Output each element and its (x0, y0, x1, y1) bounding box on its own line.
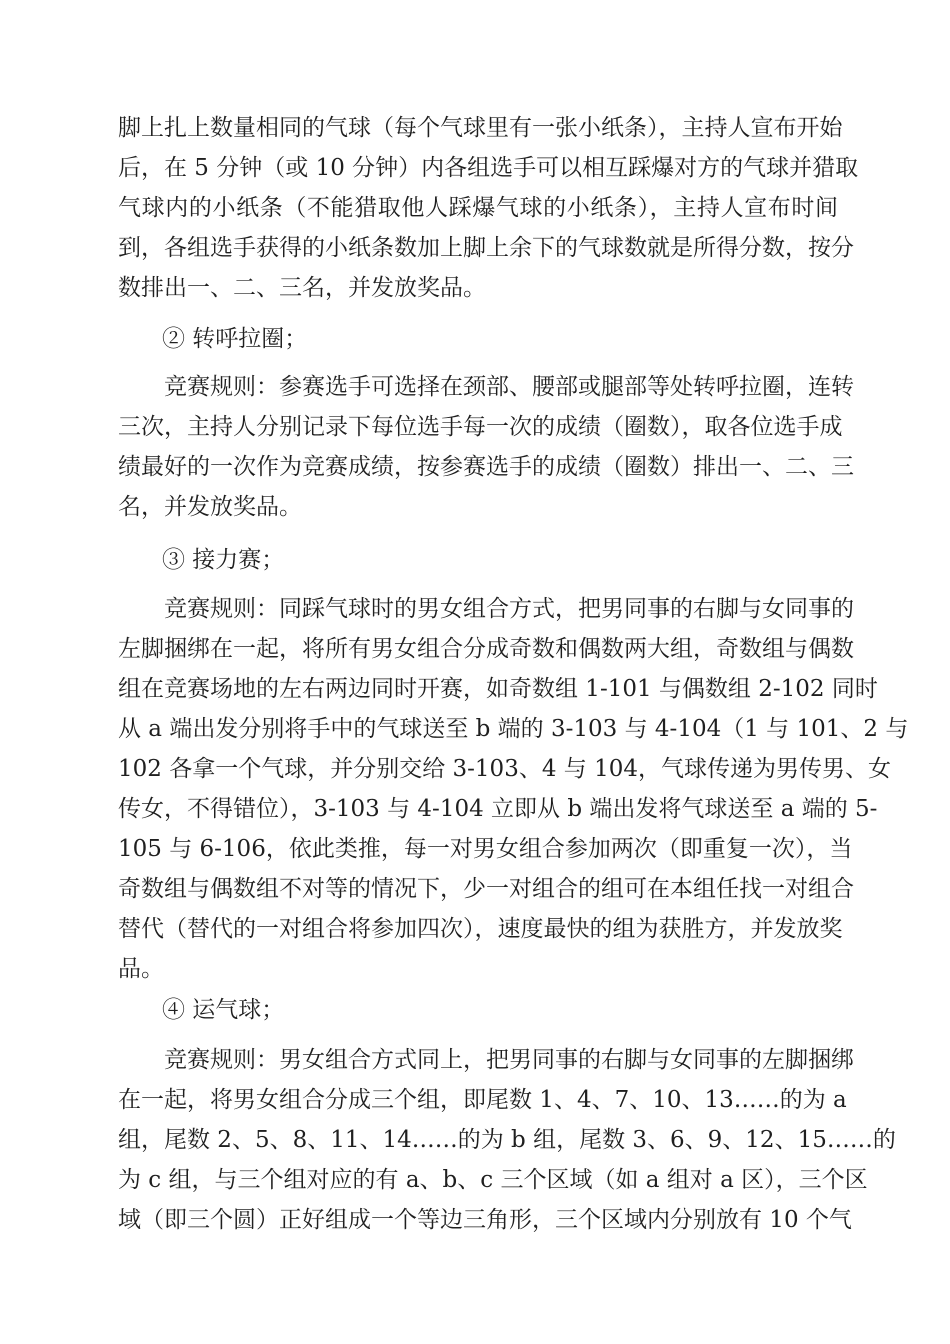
text-line: 组在竞赛场地的左右两边同时开赛，如奇数组 1-101 与偶数组 2-102 同时 (118, 676, 878, 702)
text-line: 奇数组与偶数组不对等的情况下，少一对组合的组可在本组任找一对组合 (118, 876, 854, 902)
text-line: 脚上扎上数量相同的气球（每个气球里有一张小纸条），主持人宣布开始 (118, 115, 843, 141)
text-line: 组，尾数 2、5、8、11、14……的为 b 组，尾数 3、6、9、12、15……的 (118, 1127, 896, 1153)
text-line: 三次，主持人分别记录下每位选手每一次的成绩（圈数），取各位选手成 (118, 414, 843, 440)
section-heading-carry-balloon (162, 990, 882, 1030)
text-line: 气球内的小纸条（不能猎取他人踩爆气球的小纸条），主持人宣布时间 (118, 195, 838, 221)
text-line: 域（即三个圆）正好组成一个等边三角形，三个区域内分别放有 10 个气 (118, 1207, 852, 1233)
text-line: 到，各组选手获得的小纸条数加上脚上余下的气球数就是所得分数，按分 (118, 235, 854, 261)
text-line: 绩最好的一次作为竞赛成绩，按参赛选手的成绩（圈数）排出一、二、三 (118, 454, 854, 480)
heading-text: ② 转呼拉圈； (162, 326, 308, 352)
text-line: 竞赛规则：参赛选手可选择在颈部、腰部或腿部等处转呼拉圈，连转 (118, 374, 854, 400)
paragraph-relay-rules (118, 589, 909, 989)
heading-text: ③ 接力赛； (162, 547, 285, 573)
paragraph-hula-hoop-rules (118, 367, 854, 527)
text-line: 竞赛规则：男女组合方式同上，把男同事的右脚与女同事的左脚捆绑 (118, 1047, 854, 1073)
section-heading-hula-hoop (162, 319, 882, 359)
text-line: 竞赛规则：同踩气球时的男女组合方式，把男同事的右脚与女同事的 (118, 596, 854, 622)
section-heading-relay (162, 540, 882, 580)
text-line: 品。 (118, 956, 164, 982)
text-line: 后，在 5 分钟（或 10 分钟）内各组选手可以相互踩爆对方的气球并猎取 (118, 155, 859, 181)
text-line: 左脚捆绑在一起，将所有男女组合分成奇数和偶数两大组，奇数组与偶数 (118, 636, 854, 662)
heading-text: ④ 运气球； (162, 997, 285, 1023)
text-line: 105 与 6-106，依此类推，每一对男女组合参加两次（即重复一次），当 (118, 836, 853, 862)
paragraph-balloon-rules (118, 108, 859, 308)
text-line: 传女，不得错位），3-103 与 4-104 立即从 b 端出发将气球送至 a 端的 5- (118, 796, 878, 822)
text-line: 从 a 端出发分别将手中的气球送至 b 端的 3-103 与 4-104（1 与 101、2 与 (118, 716, 909, 742)
text-line: 名，并发放奖品。 (118, 494, 302, 520)
text-line: 为 c 组，与三个组对应的有 a、b、c 三个区域（如 a 组对 a 区），三个区 (118, 1167, 868, 1193)
text-line: 102 各拿一个气球，并分别交给 3-103、4 与 104，气球传递为男传男、女 (118, 756, 891, 782)
paragraph-carry-balloon-rules (118, 1040, 896, 1240)
text-line: 数排出一、二、三名，并发放奖品。 (118, 275, 486, 301)
text-line: 在一起，将男女组合分成三个组，即尾数 1、4、7、10、13……的为 a (118, 1087, 847, 1113)
text-line: 替代（替代的一对组合将参加四次），速度最快的组为获胜方，并发放奖 (118, 916, 843, 942)
